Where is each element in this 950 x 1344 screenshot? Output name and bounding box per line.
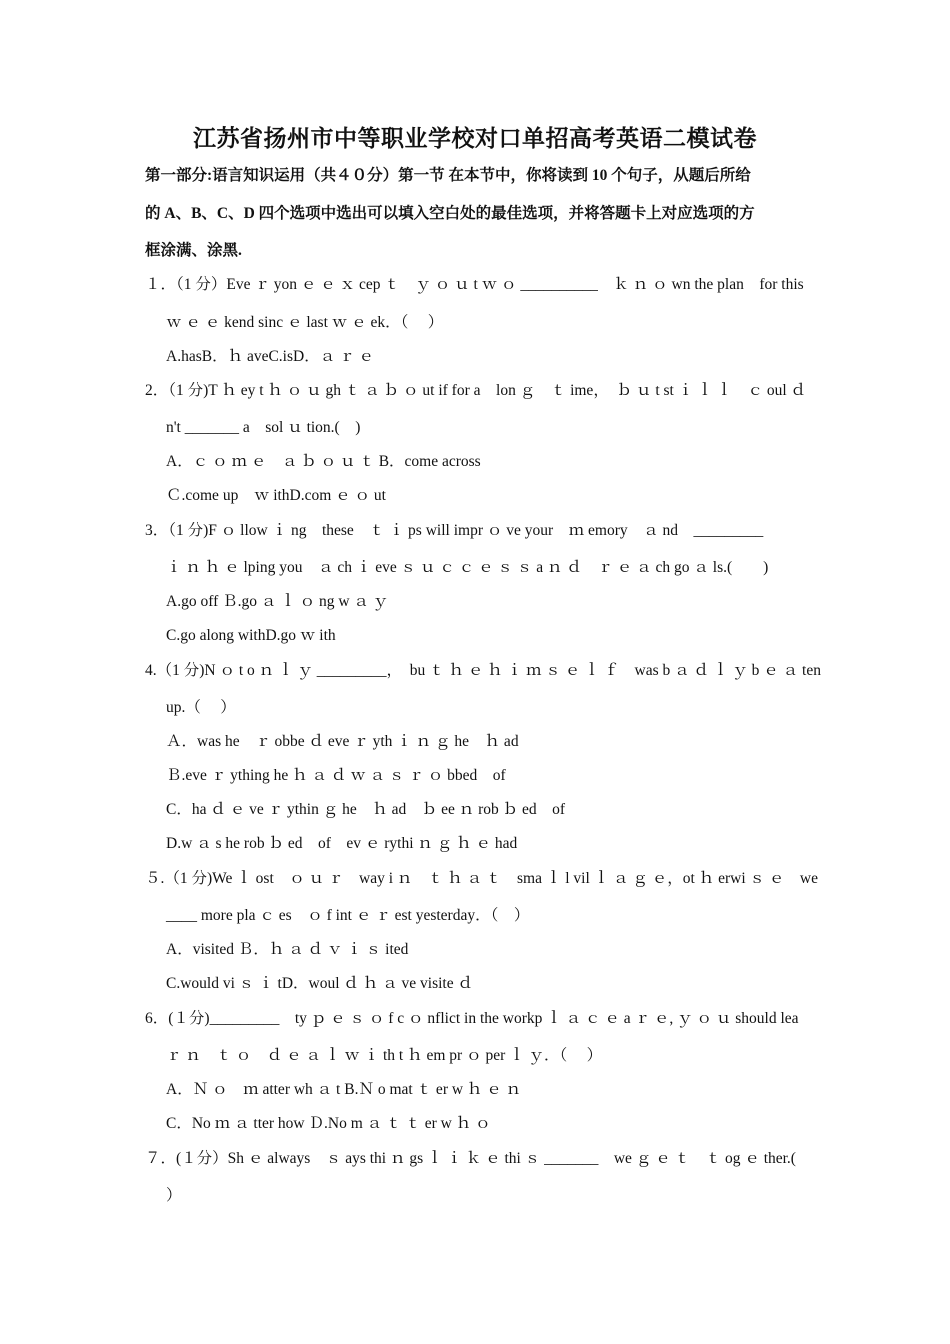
question-1-stem: １．（1 分）Eve ｒ yon ｅ ｅ ｘ cep ｔ ｙ ｏ ｕ t ｗ ｏ __________ ｋ ｎ ｏ wn the plan for this [145,276,804,293]
question-5-options-ab: A．visited Ｂ．ｈ ａ ｄ ｖ ｉ ｓ ited [166,941,409,958]
question-7-stem: ７．(１分）Sh ｅ always ｓ ays thi ｎ gs ｌ ｉ ｋ ｅ thi ｓ _______ we ｇ ｅ ｔ ｔ og ｅ ther.( [145,1150,796,1167]
question-4-stem-cont: up.（ ） [166,699,236,716]
section-instructions-line-3: 框涂满、涂黑. [145,242,242,259]
question-4-stem: 4.（1 分)N ｏ t o ｎ ｌ ｙ _________， bu ｔ ｈ ｅ ｈ ｉ ｍ ｓ ｅ ｌ ｆ was b ａ ｄ ｌ ｙ b ｅ ａ ten [145,662,821,679]
question-6-options-ab: A．Ｎ ｏ ｍ atter wh ａ t B.Ｎ o mat ｔ er w ｈ ｅ ｎ [166,1081,522,1098]
question-4-option-d: D.w ａ s he rob ｂ ed of ev ｅ rythi ｎ ｇ ｈ ｅ had [166,835,518,852]
question-5-stem: ５.（1 分)We ｌ ost ｏ ｕ ｒ way i ｎ ｔ ｈ ａ ｔ sma ｌ l vil ｌ ａ ｇ ｅ，ot ｈ erwi ｓ ｅ we [145,870,818,887]
question-2-options-cd: Ｃ.come up ｗ ithD.com ｅ ｏ ut [166,487,386,504]
question-4-option-c: C．ha ｄ ｅ ve ｒ ythin ｇ he ｈ ad ｂ ee ｎ rob ｂ ed of [166,801,566,818]
question-3-stem-cont: ｉ ｎ ｈ ｅ lping you ａ ch ｉ eve ｓ ｕ ｃ ｃ ｅ ｓ ｓ a ｎ ｄ ｒ ｅ ａ ch go ａ ls.( ) [166,559,769,576]
question-6-stem-cont: ｒ ｎ ｔ ｏ ｄ ｅ ａ ｌ ｗ ｉ th t ｈ em pr ｏ per ｌ ｙ．（ ） [166,1047,603,1064]
question-4-option-b: Ｂ.eve ｒ ything he ｈ ａ ｄ ｗ ａ ｓ ｒ ｏ bbed of [166,767,506,784]
question-2-stem: 2．（1 分)T ｈ ey t ｈ ｏ ｕ gh ｔ ａ ｂ ｏ ut if for a lon ｇ ｔ ime， ｂ ｕ t st ｉ ｌ ｌ ｃ oul ｄ [145,382,807,399]
question-1-stem-cont: ｗ ｅ ｅ kend sinc ｅ last ｗ ｅ ek．（ ） [166,314,444,331]
question-2-stem-cont: n't _______ a sol ｕ tion.( ) [166,419,361,436]
question-3-options-cd: C.go along withD.go ｗ ith [166,627,336,644]
section-instructions-line-1: 第一部分:语言知识运用（共４０分）第一节 在本节中，你将读到 10 个句子，从题后所给 [145,167,751,184]
question-1-options: A.hasB．ｈ aveC.isD．ａ ｒ ｅ [166,348,374,365]
question-7-stem-cont: ） [166,1187,182,1204]
question-5-stem-cont: ____ more pla ｃ es ｏ f int ｅ ｒ est yesterday．（ ） [166,907,530,924]
page-title: 江苏省扬州市中等职业学校对口单招高考英语二模试卷 [193,126,757,151]
section-instructions-line-2: 的 A、B、C、D 四个选项中选出可以填入空白处的最佳选项，并将答题卡上对应选项的方 [145,205,755,222]
question-3-options-ab: A.go off Ｂ.go ａ ｌ ｏ ng w ａ ｙ [166,593,389,610]
question-6-stem: 6．(１分)_________ ty ｐ ｅ ｓ ｏ f c ｏ nflict in the workp ｌ ａ ｃ ｅ a ｒ ｅ, ｙ ｏ ｕ should lea [145,1010,799,1027]
question-4-option-a: Ａ．was he ｒ obbe ｄ eve ｒ yth ｉ ｎ ｇ he ｈ ad [166,733,519,750]
question-3-stem: 3．（1 分)F ｏ llow ｉ ng these ｔ ｉ ps will impr ｏ ve your ｍ emory ａ nd _________ [145,522,764,539]
question-6-options-cd: C．No ｍ ａ tter how Ｄ.No m ａ ｔ ｔ er w ｈ ｏ [166,1115,491,1132]
question-5-options-cd: C.would vi ｓ ｉ tD．woul ｄ ｈ ａ ve visite ｄ [166,975,473,992]
question-2-options-ab: A．ｃ ｏ ｍ ｅ ａ ｂ ｏ ｕ ｔ B．come across [166,453,481,470]
